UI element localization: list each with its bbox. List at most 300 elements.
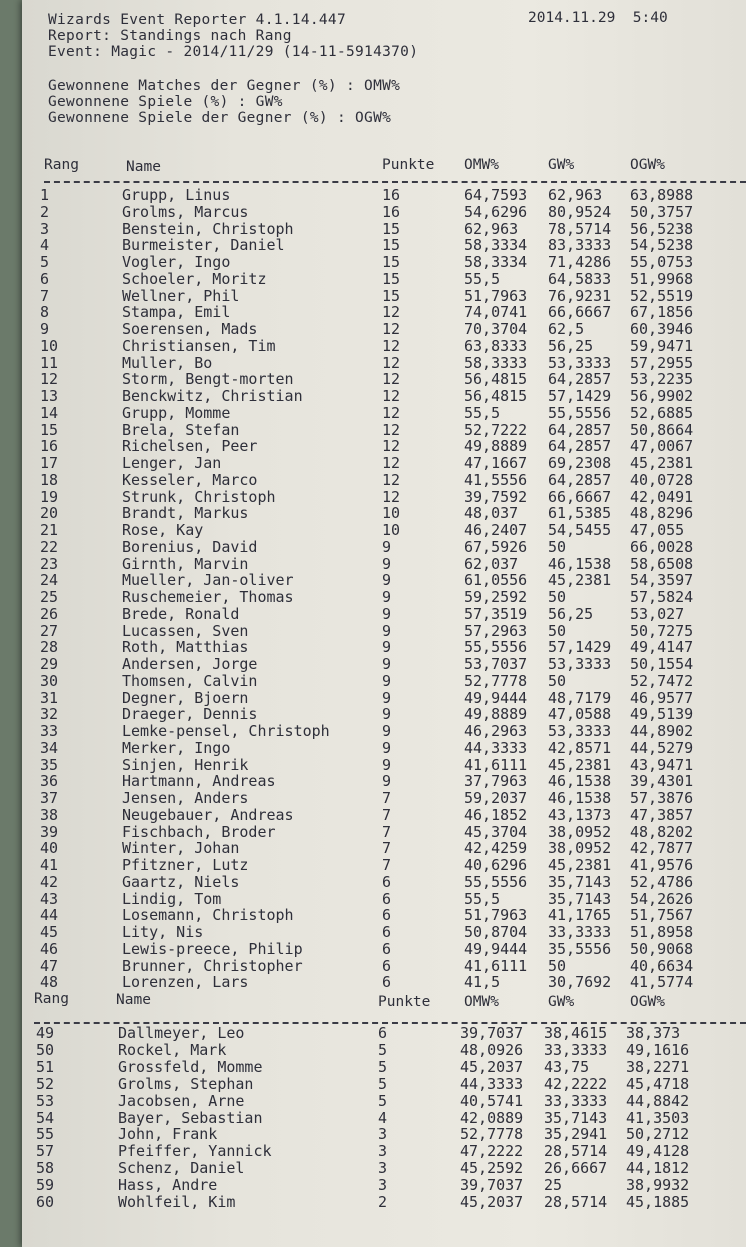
omw-cell: 51,7963 bbox=[464, 286, 528, 305]
rank-cell: 43 bbox=[40, 889, 59, 908]
divider bbox=[44, 181, 746, 183]
col-gw-header: GW% bbox=[548, 157, 575, 173]
ogw-cell: 45,2381 bbox=[630, 454, 694, 472]
gw-cell: 26,6667 bbox=[544, 1159, 608, 1178]
rank-cell: 7 bbox=[40, 286, 50, 305]
gw-cell: 46,1538 bbox=[548, 772, 612, 791]
table-row bbox=[22, 321, 746, 338]
table-row bbox=[22, 874, 746, 891]
name-cell: Wohlfeil, Kim bbox=[118, 1193, 236, 1211]
omw-cell: 49,9444 bbox=[464, 939, 528, 958]
rank-cell: 25 bbox=[40, 588, 59, 606]
omw-cell: 41,6111 bbox=[464, 956, 528, 975]
table-row bbox=[22, 572, 746, 589]
name-cell: Neugebauer, Andreas bbox=[122, 805, 294, 824]
points-cell: 12 bbox=[382, 303, 401, 322]
name-cell: Soerensen, Mads bbox=[122, 320, 258, 338]
ogw-cell: 55,0753 bbox=[630, 253, 694, 271]
name-cell: Fischbach, Broder bbox=[122, 822, 276, 841]
rank-cell: 14 bbox=[40, 403, 59, 422]
omw-cell: 53,7037 bbox=[464, 655, 528, 673]
points-cell: 12 bbox=[382, 387, 401, 405]
name-cell: Bayer, Sebastian bbox=[118, 1108, 263, 1127]
table-row bbox=[22, 405, 746, 422]
gw-cell: 64,2857 bbox=[548, 470, 612, 489]
gw-cell: 56,25 bbox=[548, 336, 594, 355]
ogw-cell: 52,6885 bbox=[630, 403, 694, 422]
rank-cell: 15 bbox=[40, 420, 59, 439]
points-cell: 12 bbox=[382, 353, 401, 372]
omw-cell: 52,7778 bbox=[460, 1125, 524, 1144]
ogw-cell: 51,7567 bbox=[630, 906, 694, 925]
gw-cell: 35,7143 bbox=[544, 1108, 608, 1127]
rank-cell: 45 bbox=[40, 923, 59, 941]
name-cell: Brunner, Christopher bbox=[122, 956, 303, 975]
ogw-cell: 49,1616 bbox=[626, 1040, 690, 1059]
table-row bbox=[22, 891, 746, 908]
rank-cell: 58 bbox=[36, 1159, 55, 1178]
name-cell: Lity, Nis bbox=[122, 923, 204, 941]
rank-cell: 1 bbox=[40, 186, 50, 204]
omw-cell: 45,3704 bbox=[464, 822, 528, 841]
ogw-cell: 40,0728 bbox=[630, 470, 694, 489]
name-cell: Grolms, Marcus bbox=[122, 202, 249, 221]
gw-cell: 35,7143 bbox=[548, 872, 612, 891]
points-cell: 9 bbox=[382, 688, 392, 707]
rank-cell: 6 bbox=[40, 269, 50, 288]
ogw-cell: 44,8902 bbox=[630, 722, 694, 740]
col-gw-header: GW% bbox=[548, 994, 575, 1010]
ogw-cell: 50,3757 bbox=[630, 202, 694, 221]
rank-cell: 8 bbox=[40, 303, 50, 322]
rank-cell: 36 bbox=[40, 772, 59, 791]
name-cell: Hass, Andre bbox=[118, 1176, 218, 1195]
rank-cell: 13 bbox=[40, 387, 59, 405]
omw-cell: 58,3334 bbox=[464, 236, 528, 255]
rank-cell: 18 bbox=[40, 470, 59, 489]
table-row bbox=[22, 1059, 742, 1076]
omw-cell: 56,4815 bbox=[464, 387, 528, 405]
rank-cell: 4 bbox=[40, 236, 50, 255]
omw-cell: 74,0741 bbox=[464, 303, 528, 322]
points-cell: 6 bbox=[382, 956, 392, 975]
gw-cell: 62,5 bbox=[548, 320, 585, 338]
ogw-cell: 38,373 bbox=[626, 1024, 681, 1042]
software-title: Wizards Event Reporter 4.1.14.447 bbox=[48, 12, 346, 28]
points-cell: 10 bbox=[382, 521, 401, 539]
name-cell: Brede, Ronald bbox=[122, 604, 240, 623]
points-cell: 5 bbox=[378, 1040, 388, 1059]
gw-cell: 30,7692 bbox=[548, 973, 612, 992]
gw-cell: 61,5385 bbox=[548, 504, 612, 523]
points-cell: 3 bbox=[378, 1159, 388, 1178]
rank-cell: 40 bbox=[40, 839, 59, 858]
table-row bbox=[22, 773, 746, 790]
name-cell: Jensen, Anders bbox=[122, 789, 249, 807]
table-row bbox=[22, 304, 746, 321]
name-cell: Sinjen, Henrik bbox=[122, 755, 249, 774]
gw-cell: 42,8571 bbox=[548, 738, 612, 757]
name-cell: Brandt, Markus bbox=[122, 504, 249, 523]
points-cell: 12 bbox=[382, 487, 401, 506]
name-cell: Gaartz, Niels bbox=[122, 872, 240, 891]
table-row bbox=[22, 1110, 742, 1127]
name-cell: Borenius, David bbox=[122, 537, 258, 556]
table-row bbox=[22, 706, 746, 723]
points-cell: 3 bbox=[378, 1125, 388, 1144]
omw-cell: 55,5556 bbox=[464, 872, 528, 891]
points-cell: 6 bbox=[382, 939, 392, 958]
ogw-cell: 52,5519 bbox=[630, 286, 694, 305]
table-row bbox=[22, 1126, 742, 1143]
name-cell: Winter, Johan bbox=[122, 839, 240, 858]
table-row bbox=[22, 1160, 742, 1177]
name-cell: Strunk, Christoph bbox=[122, 487, 276, 506]
report-title: Report: Standings nach Rang bbox=[48, 28, 292, 44]
omw-cell: 42,0889 bbox=[460, 1108, 524, 1127]
ogw-cell: 45,4718 bbox=[626, 1074, 690, 1093]
name-cell: Thomsen, Calvin bbox=[122, 671, 258, 690]
ogw-cell: 54,2626 bbox=[630, 889, 694, 908]
points-cell: 5 bbox=[378, 1057, 388, 1076]
points-cell: 12 bbox=[382, 403, 401, 422]
name-cell: Vogler, Ingo bbox=[122, 253, 231, 271]
table-row bbox=[22, 422, 746, 439]
table-row bbox=[22, 522, 746, 539]
ogw-cell: 40,6634 bbox=[630, 956, 694, 975]
rank-cell: 37 bbox=[40, 789, 59, 807]
ogw-cell: 44,1812 bbox=[626, 1159, 690, 1178]
table-row bbox=[22, 1025, 742, 1042]
ogw-cell: 44,5279 bbox=[630, 738, 694, 757]
ogw-cell: 51,9968 bbox=[630, 269, 694, 288]
table-row bbox=[22, 790, 746, 807]
ogw-cell: 50,1554 bbox=[630, 655, 694, 673]
name-cell: Burmeister, Daniel bbox=[122, 236, 285, 255]
name-cell: Grolms, Stephan bbox=[118, 1074, 254, 1093]
name-cell: Hartmann, Andreas bbox=[122, 772, 276, 791]
table-row bbox=[22, 1194, 742, 1211]
points-cell: 3 bbox=[378, 1142, 388, 1161]
col-rang-header: Rang bbox=[44, 157, 79, 173]
gw-cell: 64,2857 bbox=[548, 370, 612, 389]
gw-cell: 38,0952 bbox=[548, 839, 612, 858]
points-cell: 9 bbox=[382, 554, 392, 573]
ogw-cell: 48,8202 bbox=[630, 822, 694, 841]
col-ogw-header: OGW% bbox=[630, 994, 665, 1010]
omw-cell: 46,2963 bbox=[464, 722, 528, 740]
omw-cell: 50,8704 bbox=[464, 923, 528, 941]
ogw-cell: 54,5238 bbox=[630, 236, 694, 255]
rank-cell: 54 bbox=[36, 1108, 55, 1127]
omw-cell: 37,7963 bbox=[464, 772, 528, 791]
points-cell: 6 bbox=[382, 973, 392, 992]
omw-cell: 58,3333 bbox=[464, 353, 528, 372]
table-row bbox=[22, 924, 746, 941]
points-cell: 12 bbox=[382, 454, 401, 472]
table-row bbox=[22, 288, 746, 305]
omw-cell: 70,3704 bbox=[464, 320, 528, 338]
points-cell: 4 bbox=[378, 1108, 388, 1127]
name-cell: Lucassen, Sven bbox=[122, 621, 249, 640]
ogw-cell: 58,6508 bbox=[630, 554, 694, 573]
ogw-cell: 57,2955 bbox=[630, 353, 694, 372]
col-name-header: Name bbox=[126, 159, 161, 175]
points-cell: 9 bbox=[382, 571, 392, 590]
gw-cell: 33,3333 bbox=[548, 923, 612, 941]
table-row bbox=[22, 355, 746, 372]
points-cell: 9 bbox=[382, 671, 392, 690]
rank-cell: 34 bbox=[40, 738, 59, 757]
omw-cell: 49,8889 bbox=[464, 705, 528, 724]
rank-cell: 10 bbox=[40, 336, 59, 355]
rank-cell: 59 bbox=[36, 1176, 55, 1195]
table-row bbox=[22, 589, 746, 606]
name-cell: Jacobsen, Arne bbox=[118, 1091, 245, 1110]
table-row bbox=[22, 338, 746, 355]
ogw-cell: 52,7472 bbox=[630, 671, 694, 690]
points-cell: 9 bbox=[382, 772, 392, 791]
table-row bbox=[22, 807, 746, 824]
gw-cell: 33,3333 bbox=[544, 1091, 608, 1110]
ogw-cell: 67,1856 bbox=[630, 303, 694, 322]
table-row bbox=[22, 505, 746, 522]
ogw-cell: 38,9932 bbox=[626, 1176, 690, 1195]
gw-cell: 41,1765 bbox=[548, 906, 612, 925]
omw-cell: 56,4815 bbox=[464, 370, 528, 389]
omw-cell: 41,5556 bbox=[464, 470, 528, 489]
name-cell: Andersen, Jorge bbox=[122, 655, 258, 673]
col-ogw-header: OGW% bbox=[630, 157, 665, 173]
points-cell: 7 bbox=[382, 839, 392, 858]
rank-cell: 27 bbox=[40, 621, 59, 640]
rank-cell: 38 bbox=[40, 805, 59, 824]
ogw-cell: 59,9471 bbox=[630, 336, 694, 355]
omw-cell: 40,5741 bbox=[460, 1091, 524, 1110]
name-cell: Lemke-pensel, Christoph bbox=[122, 722, 330, 740]
points-cell: 6 bbox=[378, 1024, 388, 1042]
name-cell: Roth, Matthias bbox=[122, 638, 249, 657]
name-cell: Grossfeld, Momme bbox=[118, 1057, 263, 1076]
name-cell: Mueller, Jan-oliver bbox=[122, 571, 294, 590]
legend-ogw: Gewonnene Spiele der Gegner (%) : OGW% bbox=[48, 110, 392, 126]
name-cell: Schenz, Daniel bbox=[118, 1159, 245, 1178]
ogw-cell: 38,2271 bbox=[626, 1057, 690, 1076]
rank-cell: 52 bbox=[36, 1074, 55, 1093]
rank-cell: 42 bbox=[40, 872, 59, 891]
omw-cell: 59,2037 bbox=[464, 789, 528, 807]
event-title: Event: Magic - 2014/11/29 (14-11-5914370) bbox=[48, 44, 419, 60]
name-cell: Girnth, Marvin bbox=[122, 554, 249, 573]
ogw-cell: 47,3857 bbox=[630, 805, 694, 824]
table-row bbox=[22, 857, 746, 874]
rank-cell: 22 bbox=[40, 537, 59, 556]
omw-cell: 39,7037 bbox=[460, 1176, 524, 1195]
points-cell: 15 bbox=[382, 253, 401, 271]
print-datetime: 2014.11.29 5:40 bbox=[528, 10, 668, 26]
table-row bbox=[22, 623, 746, 640]
gw-cell: 76,9231 bbox=[548, 286, 612, 305]
rank-cell: 48 bbox=[40, 973, 59, 992]
omw-cell: 59,2592 bbox=[464, 588, 528, 606]
gw-cell: 62,963 bbox=[548, 186, 603, 204]
rank-cell: 30 bbox=[40, 671, 59, 690]
gw-cell: 69,2308 bbox=[548, 454, 612, 472]
gw-cell: 50 bbox=[548, 537, 567, 556]
table-row bbox=[22, 1143, 742, 1160]
name-cell: Muller, Bo bbox=[122, 353, 213, 372]
points-cell: 9 bbox=[382, 755, 392, 774]
ogw-cell: 49,4128 bbox=[626, 1142, 690, 1161]
ogw-cell: 52,4786 bbox=[630, 872, 694, 891]
omw-cell: 42,4259 bbox=[464, 839, 528, 858]
table-row bbox=[22, 907, 746, 924]
table-row bbox=[22, 438, 746, 455]
rank-cell: 11 bbox=[40, 353, 59, 372]
table-row bbox=[22, 1177, 742, 1194]
gw-cell: 28,5714 bbox=[544, 1142, 608, 1161]
table-row bbox=[22, 1076, 742, 1093]
gw-cell: 64,5833 bbox=[548, 269, 612, 288]
rank-cell: 21 bbox=[40, 521, 59, 539]
table-row bbox=[22, 740, 746, 757]
table-row bbox=[22, 221, 746, 238]
name-cell: Grupp, Linus bbox=[122, 186, 231, 204]
ogw-cell: 48,8296 bbox=[630, 504, 694, 523]
points-cell: 15 bbox=[382, 219, 401, 238]
gw-cell: 57,1429 bbox=[548, 638, 612, 657]
ogw-cell: 49,5139 bbox=[630, 705, 694, 724]
points-cell: 10 bbox=[382, 504, 401, 523]
ogw-cell: 57,3876 bbox=[630, 789, 694, 807]
rank-cell: 53 bbox=[36, 1091, 55, 1110]
name-cell: Rose, Kay bbox=[122, 521, 204, 539]
omw-cell: 44,3333 bbox=[460, 1074, 524, 1093]
table-row bbox=[22, 539, 746, 556]
name-cell: Richelsen, Peer bbox=[122, 437, 258, 456]
gw-cell: 38,4615 bbox=[544, 1024, 608, 1042]
omw-cell: 64,7593 bbox=[464, 186, 528, 204]
points-cell: 9 bbox=[382, 588, 392, 606]
gw-cell: 45,2381 bbox=[548, 571, 612, 590]
gw-cell: 66,6667 bbox=[548, 487, 612, 506]
table-row bbox=[22, 723, 746, 740]
table-row bbox=[22, 941, 746, 958]
gw-cell: 35,5556 bbox=[548, 939, 612, 958]
ogw-cell: 46,9577 bbox=[630, 688, 694, 707]
rank-cell: 51 bbox=[36, 1057, 55, 1076]
points-cell: 16 bbox=[382, 186, 401, 204]
rank-cell: 44 bbox=[40, 906, 59, 925]
gw-cell: 78,5714 bbox=[548, 219, 612, 238]
omw-cell: 54,6296 bbox=[464, 202, 528, 221]
rank-cell: 55 bbox=[36, 1125, 55, 1144]
table-row bbox=[22, 556, 746, 573]
col-omw-header: OMW% bbox=[464, 994, 499, 1010]
points-cell: 9 bbox=[382, 604, 392, 623]
omw-cell: 55,5 bbox=[464, 269, 501, 288]
gw-cell: 45,2381 bbox=[548, 755, 612, 774]
omw-cell: 63,8333 bbox=[464, 336, 528, 355]
rank-cell: 31 bbox=[40, 688, 59, 707]
ogw-cell: 56,9902 bbox=[630, 387, 694, 405]
col-punkte-header: Punkte bbox=[382, 157, 435, 173]
gw-cell: 55,5556 bbox=[548, 403, 612, 422]
table-row bbox=[22, 204, 746, 221]
table-row bbox=[22, 690, 746, 707]
ogw-cell: 41,5774 bbox=[630, 973, 694, 992]
omw-cell: 46,1852 bbox=[464, 805, 528, 824]
omw-cell: 47,2222 bbox=[460, 1142, 524, 1161]
name-cell: Merker, Ingo bbox=[122, 738, 231, 757]
omw-cell: 40,6296 bbox=[464, 856, 528, 874]
rank-cell: 3 bbox=[40, 219, 50, 238]
rank-cell: 16 bbox=[40, 437, 59, 456]
name-cell: Dallmeyer, Leo bbox=[118, 1024, 245, 1042]
table-row bbox=[22, 656, 746, 673]
rank-cell: 49 bbox=[36, 1024, 55, 1042]
points-cell: 9 bbox=[382, 655, 392, 673]
rank-cell: 33 bbox=[40, 722, 59, 740]
rank-cell: 17 bbox=[40, 454, 59, 472]
omw-cell: 57,2963 bbox=[464, 621, 528, 640]
ogw-cell: 51,8958 bbox=[630, 923, 694, 941]
gw-cell: 56,25 bbox=[548, 604, 594, 623]
rank-cell: 5 bbox=[40, 253, 50, 271]
rank-cell: 12 bbox=[40, 370, 59, 389]
omw-cell: 45,2037 bbox=[460, 1193, 524, 1211]
name-cell: Brela, Stefan bbox=[122, 420, 240, 439]
table-row bbox=[22, 489, 746, 506]
gw-cell: 47,0588 bbox=[548, 705, 612, 724]
omw-cell: 49,8889 bbox=[464, 437, 528, 456]
points-cell: 7 bbox=[382, 856, 392, 874]
rank-cell: 32 bbox=[40, 705, 59, 724]
rank-cell: 35 bbox=[40, 755, 59, 774]
name-cell: Rockel, Mark bbox=[118, 1040, 227, 1059]
omw-cell: 58,3334 bbox=[464, 253, 528, 271]
points-cell: 6 bbox=[382, 872, 392, 891]
omw-cell: 44,3333 bbox=[464, 738, 528, 757]
omw-cell: 48,0926 bbox=[460, 1040, 524, 1059]
ogw-cell: 47,055 bbox=[630, 521, 685, 539]
ogw-cell: 56,5238 bbox=[630, 219, 694, 238]
gw-cell: 83,3333 bbox=[548, 236, 612, 255]
col-rang-header: Rang bbox=[34, 991, 69, 1007]
table-row bbox=[22, 455, 746, 472]
gw-cell: 80,9524 bbox=[548, 202, 612, 221]
omw-cell: 39,7592 bbox=[464, 487, 528, 506]
table-row bbox=[22, 840, 746, 857]
gw-cell: 35,2941 bbox=[544, 1125, 608, 1144]
omw-cell: 57,3519 bbox=[464, 604, 528, 623]
points-cell: 12 bbox=[382, 470, 401, 489]
col-punkte-header: Punkte bbox=[378, 994, 431, 1010]
name-cell: Lorenzen, Lars bbox=[122, 973, 249, 992]
points-cell: 6 bbox=[382, 906, 392, 925]
points-cell: 7 bbox=[382, 789, 392, 807]
table-row bbox=[22, 673, 746, 690]
points-cell: 9 bbox=[382, 537, 392, 556]
points-cell: 2 bbox=[378, 1193, 388, 1211]
omw-cell: 45,2037 bbox=[460, 1057, 524, 1076]
ogw-cell: 49,4147 bbox=[630, 638, 694, 657]
points-cell: 9 bbox=[382, 705, 392, 724]
omw-cell: 62,963 bbox=[464, 219, 519, 238]
gw-cell: 50 bbox=[548, 671, 567, 690]
omw-cell: 41,6111 bbox=[464, 755, 528, 774]
points-cell: 5 bbox=[378, 1074, 388, 1093]
